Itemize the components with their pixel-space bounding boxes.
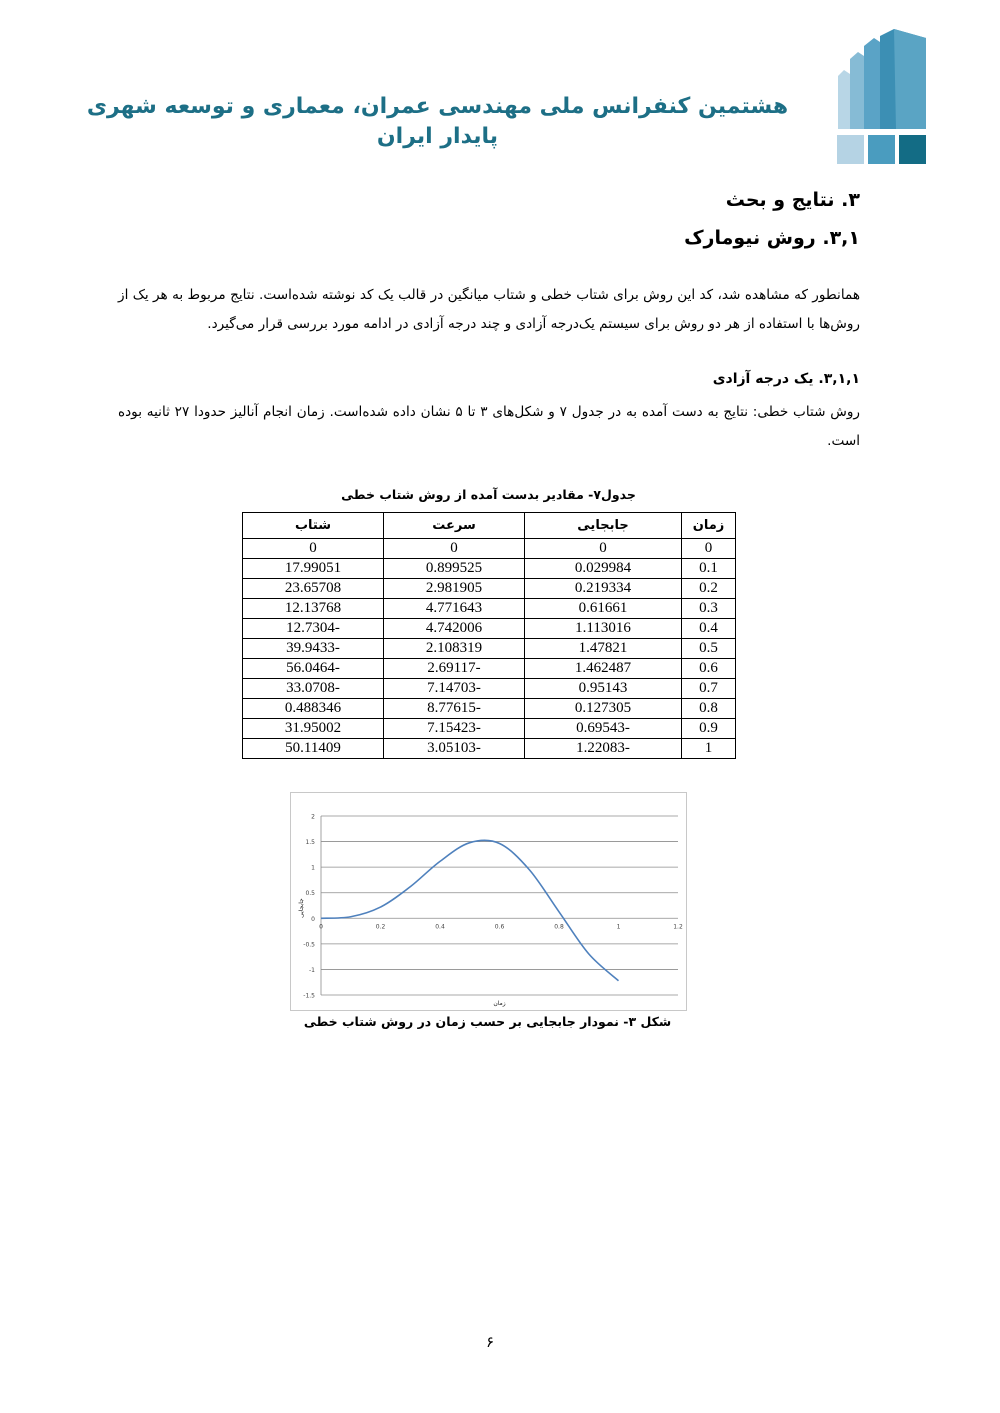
cell-velocity: -7.15423 <box>384 719 525 739</box>
cell-time: 0.3 <box>682 599 736 619</box>
y-tick-label: 0 <box>311 915 315 923</box>
cell-acceleration: 17.99051 <box>243 559 384 579</box>
cell-velocity: -3.05103 <box>384 739 525 759</box>
figure-caption: شکل ۳- نمودار جابجایی بر حسب زمان در روش شتاب خطی <box>303 1014 672 1029</box>
table-row <box>243 539 736 559</box>
x-tick-label: 0.4 <box>435 923 445 931</box>
cell-time: 0.6 <box>682 659 736 679</box>
subsubsection-heading: ۳,۱,۱. یک درجه آزادی <box>712 371 860 387</box>
paragraph-linear-acceleration: روش شتاب خطی: نتایج به دست آمده به در جدول ۷ و شکل‌های ۳ تا ۵ نشان داده شده‌است. زمان انجام آنالیز حدودا ۲۷ ثانیه بوده است. <box>118 404 860 449</box>
y-tick-label: 1.5 <box>305 839 315 847</box>
cell-time: 0.1 <box>682 559 736 579</box>
cell-time: 0 <box>682 539 736 559</box>
table-row <box>243 579 736 599</box>
cell-acceleration: 50.11409 <box>243 739 384 759</box>
cell-velocity: 0.899525 <box>384 559 525 579</box>
table-row <box>243 559 736 579</box>
cell-time: 0.2 <box>682 579 736 599</box>
cell-acceleration: 23.65708 <box>243 579 384 599</box>
cell-acceleration: 0.488346 <box>243 699 384 719</box>
cell-displacement: -0.69543 <box>525 719 682 739</box>
cell-displacement: 0.029984 <box>525 559 682 579</box>
building-bars-logo-icon <box>834 28 928 166</box>
x-tick-label: 0.6 <box>494 923 505 931</box>
results-table <box>242 512 736 759</box>
header-cell-velocity: سرعت <box>384 513 525 539</box>
table-row <box>243 739 736 759</box>
x-tick-label: 1.2 <box>673 923 683 931</box>
cell-acceleration: 0 <box>243 539 384 559</box>
cell-velocity: 4.742006 <box>384 619 525 639</box>
cell-time: 0.5 <box>682 639 736 659</box>
table-row <box>243 599 736 619</box>
table-row <box>243 619 736 639</box>
x-axis-title: زمان <box>493 1000 506 1007</box>
cell-acceleration: -33.0708 <box>243 679 384 699</box>
paragraph-intro: همانطور که مشاهده شد، کد این روش برای شتاب خطی و شتاب میانگین در قالب یک کد نوشته شده‌است. نتایج مربوط به هر یک از روش‌ها با استفاده از هر دو روش برای سیستم یک‌درجه آزادی و چند درجه آزادی در ادامه مورد بررسی قرار می‌گیرد. <box>118 287 860 332</box>
cell-velocity: -7.14703 <box>384 679 525 699</box>
page-number: ۶ <box>485 1333 495 1351</box>
y-tick-label: 0.5 <box>305 890 315 898</box>
cell-displacement: 1.113016 <box>525 619 682 639</box>
cell-acceleration: -56.0464 <box>243 659 384 679</box>
cell-velocity: 2.981905 <box>384 579 525 599</box>
displacement-time-chart <box>291 793 686 1010</box>
cell-velocity: -2.69117 <box>384 659 525 679</box>
cell-velocity: 4.771643 <box>384 599 525 619</box>
cell-displacement: 1.462487 <box>525 659 682 679</box>
y-tick-label: -1 <box>309 966 315 974</box>
cell-time: 0.8 <box>682 699 736 719</box>
chart-frame <box>290 792 687 1011</box>
cell-displacement: 0.219334 <box>525 579 682 599</box>
cell-displacement: 0.61661 <box>525 599 682 619</box>
cell-acceleration: 31.95002 <box>243 719 384 739</box>
header-cell-time: زمان <box>682 513 736 539</box>
cell-time: 0.4 <box>682 619 736 639</box>
table-row <box>243 659 736 679</box>
cell-velocity: -8.77615 <box>384 699 525 719</box>
cell-acceleration: -39.9433 <box>243 639 384 659</box>
cell-displacement: -1.22083 <box>525 739 682 759</box>
y-tick-label: -1.5 <box>303 992 315 1000</box>
cell-time: 0.9 <box>682 719 736 739</box>
cell-velocity: 2.108319 <box>384 639 525 659</box>
table-row <box>243 719 736 739</box>
cell-displacement: 1.47821 <box>525 639 682 659</box>
table-row <box>243 679 736 699</box>
x-tick-label: 0 <box>319 923 323 931</box>
y-tick-label: 2 <box>311 813 315 821</box>
table-body <box>243 539 736 759</box>
table-header-row <box>243 513 736 539</box>
series-line-displacement <box>321 840 619 980</box>
header-cell-displacement: جابجایی <box>525 513 682 539</box>
subsection-heading: ۳,۱. روش نیومارک <box>684 227 860 249</box>
x-tick-label: 0.2 <box>375 923 386 931</box>
section-heading: ۳. نتایج و بحث <box>725 189 860 211</box>
conference-title: هشتمین کنفرانس ملی مهندسی عمران، معماری و توسعه شهری پایدار ایران <box>86 94 789 149</box>
table-caption: جدول۷- مقادیر بدست آمده از روش شتاب خطی <box>341 487 636 502</box>
cell-displacement: 0.95143 <box>525 679 682 699</box>
cell-velocity: 0 <box>384 539 525 559</box>
cell-acceleration: -12.7304 <box>243 619 384 639</box>
cell-time: 0.7 <box>682 679 736 699</box>
cell-displacement: 0 <box>525 539 682 559</box>
table-row <box>243 639 736 659</box>
cell-time: 1 <box>682 739 736 759</box>
cell-acceleration: 12.13768 <box>243 599 384 619</box>
y-axis-title: جابجایی <box>298 898 305 918</box>
y-tick-label: -0.5 <box>303 941 315 949</box>
x-tick-label: 1 <box>616 923 621 931</box>
table-row <box>243 699 736 719</box>
y-tick-label: 1 <box>311 864 315 872</box>
cell-displacement: 0.127305 <box>525 699 682 719</box>
x-tick-label: 0.8 <box>554 923 564 931</box>
header-cell-acceleration: شتاب <box>243 513 384 539</box>
